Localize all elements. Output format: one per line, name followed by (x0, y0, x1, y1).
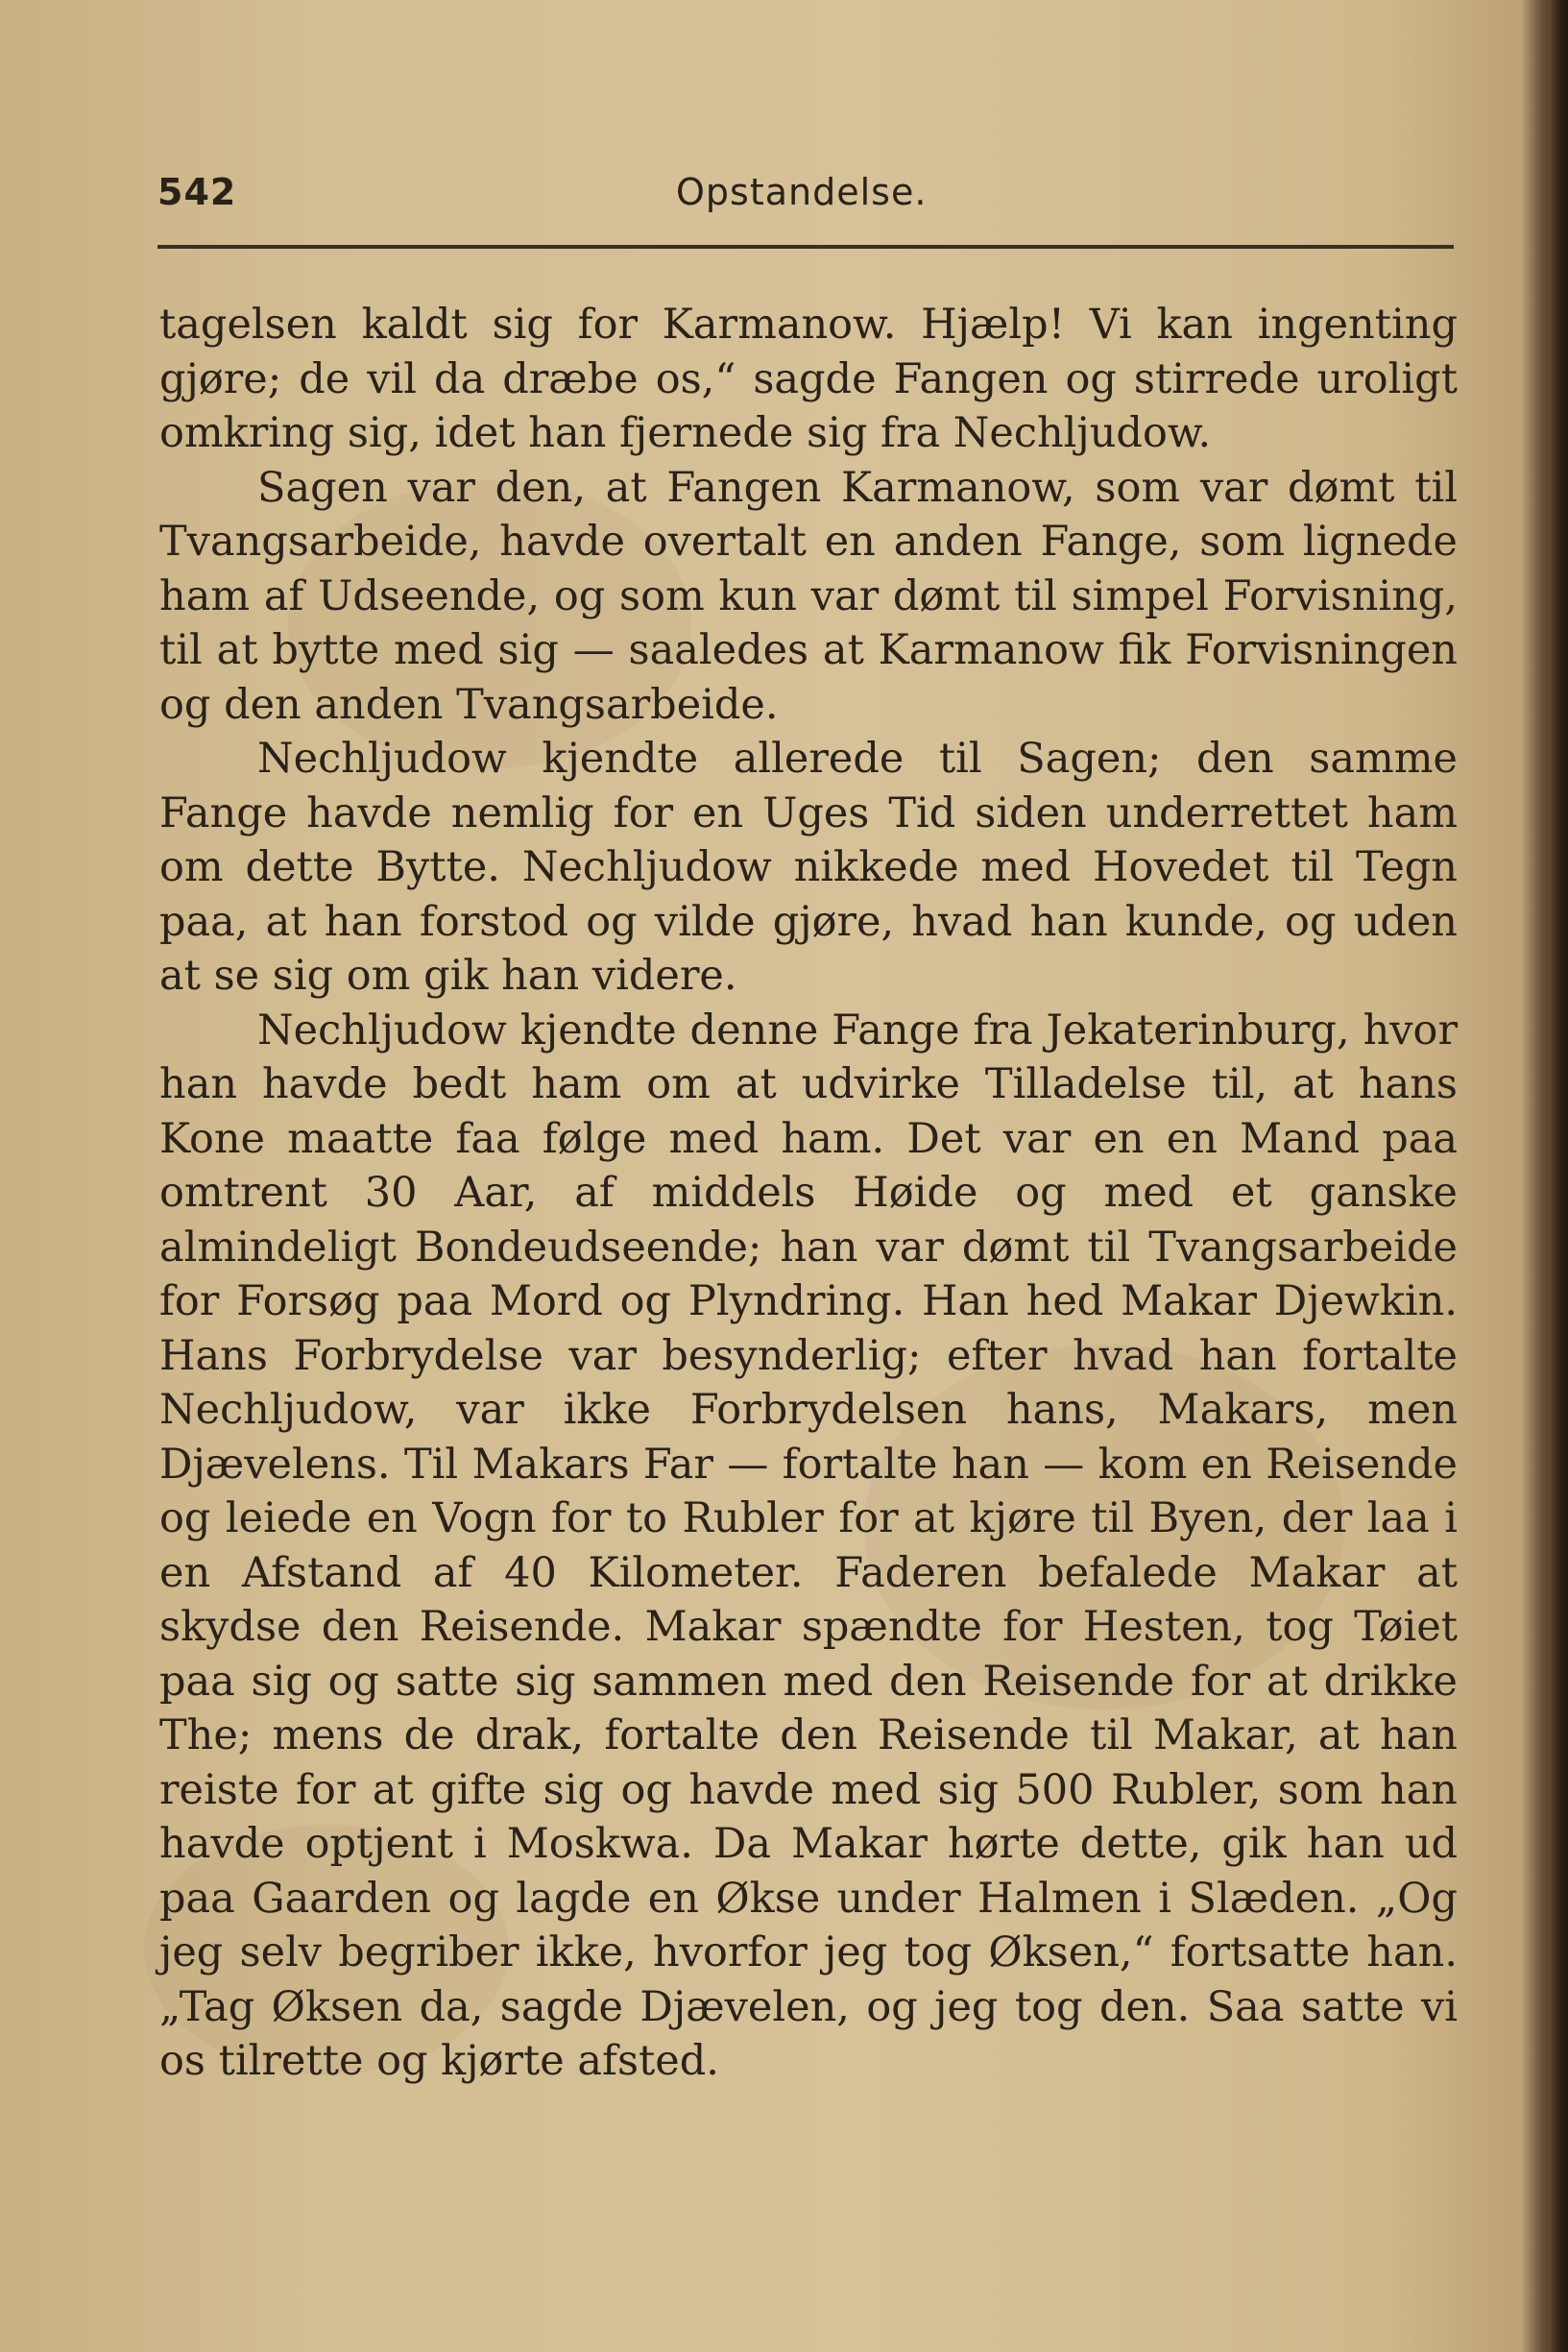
paragraph: tagelsen kaldt sig for Karmanow. Hjælp! Vi kan ingenting gjøre; de vil da dræbe os,“ sagde Fangen og stirrede uroligt omkring sig, idet han fjernede sig fra Nechljudow. (159, 301, 1458, 457)
header-rule (157, 245, 1454, 249)
page-header (157, 171, 1454, 229)
page-number: 542 (157, 171, 237, 213)
paragraph: Nechljudow kjendte denne Fange fra Jekaterinburg, hvor han havde bedt ham om at udvirke Tilladelse til, at hans Kone maatte faa følge med ham. Det var en en Mand paa omtrent 30 Aar, af middels Høide og med et ganske almindeligt Bondeudseende; han var dømt til Tvangsarbeide for Forsøg paa Mord og Plyndring. Han hed Makar Djewkin. Hans Forbrydelse var besynderlig; efter hvad han fortalte Nechljudow, var ikke Forbrydelsen hans, Makars, men Djævelens. Til Makars Far — fortalte han — kom en Reisende og leiede en Vogn for to Rubler for at kjøre til Byen, der laa i en Afstand af 40 Kilometer. Faderen befalede Makar at skydse den Reisende. Makar spændte for Hesten, tog Tøiet paa sig og satte sig sammen med den Reisende for at drikke The; mens de drak, fortalte den Reisende til Makar, at han reiste for at gifte sig og havde med sig 500 Rubler, som han havde optjent i Moskwa. Da Makar hørte dette, gik han ud paa Gaarden og lagde en Økse under Halmen i Slæden. „Og jeg selv begriber ikke, hvorfor jeg tog Øksen,“ fortsatte han. „Tag Øksen da, sagde Djævelen, og jeg tog den. Saa satte vi os tilrette og kjørte afsted. (159, 1006, 1458, 2085)
running-title: Opstandelse. (676, 171, 928, 213)
paragraph: Sagen var den, at Fangen Karmanow, som var dømt til Tvangsarbeide, havde overtalt en anden Fange, som lignede ham af Udseende, og som kun var dømt til simpel Forvisning, til at bytte med sig — saaledes at Karmanow fik Forvisningen og den anden Tvangsarbeide. (159, 463, 1458, 729)
paragraph: Nechljudow kjendte allerede til Sagen; den samme Fange havde nemlig for en Uges Tid siden underrettet ham om dette Bytte. Nechljudow nikkede med Hovedet til Tegn paa, at han forstod og vilde gjøre, hvad han kunde, og uden at se sig om gik han videre. (159, 735, 1458, 1000)
body-text (159, 298, 1458, 2089)
page-edge-shadow (1535, 0, 1568, 2352)
